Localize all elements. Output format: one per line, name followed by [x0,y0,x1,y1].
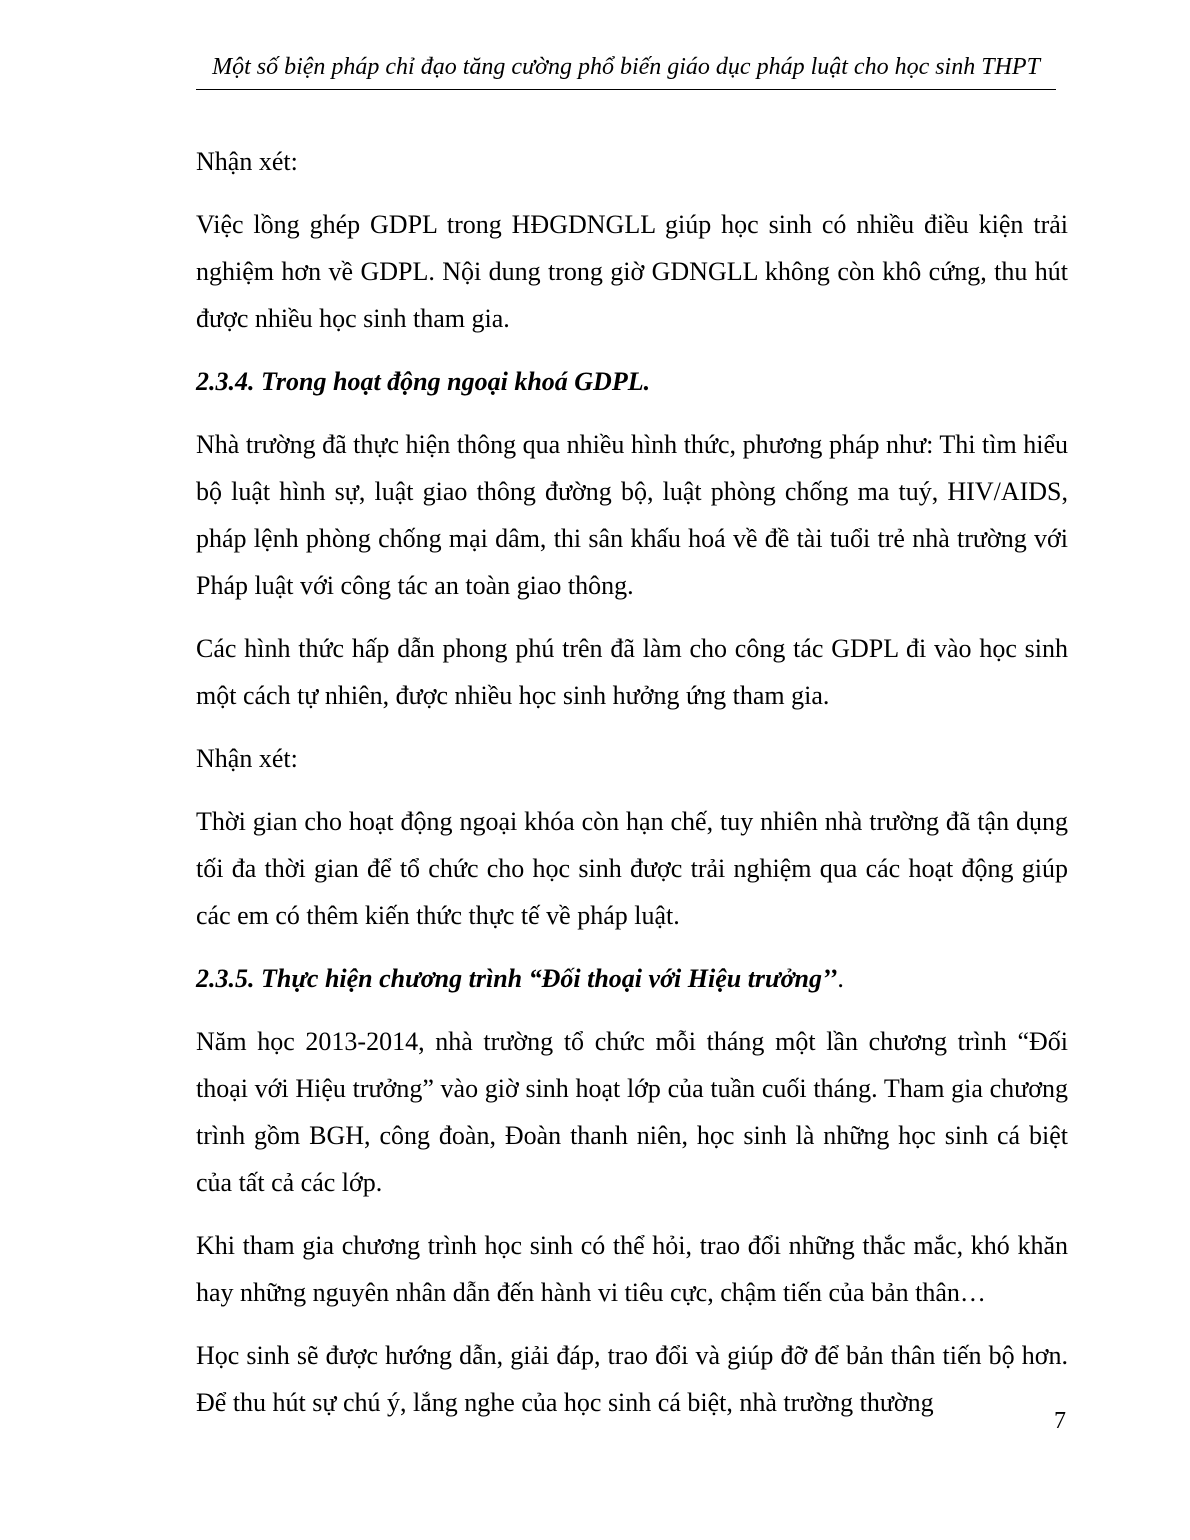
page-body [196,138,1068,1426]
paragraph-remark-1: Nhận xét: [196,147,298,176]
header-divider [196,89,1056,90]
running-header: Một số biện pháp chỉ đạo tăng cường phổ biến giáo dục pháp luật cho học sinh THPT [212,54,1040,80]
paragraph-dialogue-program: Năm học 2013-2014, nhà trường tổ chức mỗi tháng một lần chương trình “Đối thoại với Hiệu trưởng” vào giờ sinh hoạt lớp của tuần cuối tháng. Tham gia chương trình gồm BGH, công đoàn, Đoàn thanh niên, học sinh là những học sinh cá biệt của tất cả các lớp. [196,1027,1068,1197]
page-number: 7 [1054,1408,1066,1434]
section-heading-2-3-5-period: . [837,964,844,993]
section-heading-2-3-4: 2.3.4. Trong hoạt động ngoại khoá GDPL. [196,367,651,396]
paragraph-attractive-forms: Các hình thức hấp dẫn phong phú trên đã làm cho công tác GDPL đi vào học sinh một cách tự nhiên, được nhiều học sinh hưởng ứng tham gia. [196,634,1068,710]
paragraph-time-limits: Thời gian cho hoạt động ngoại khóa còn hạn chế, tuy nhiên nhà trường đã tận dụng tối đa thời gian để tổ chức cho học sinh được trải nghiệm qua các hoạt động giúp các em có thêm kiến thức thực tế về pháp luật. [196,807,1068,930]
paragraph-remark-2: Nhận xét: [196,744,298,773]
section-heading-2-3-5-text: 2.3.5. Thực hiện chương trình “Đối thoại với Hiệu trưởng’’ [196,964,838,993]
paragraph-student-questions: Khi tham gia chương trình học sinh có thể hỏi, trao đổi những thắc mắc, khó khăn hay những nguyên nhân dẫn đến hành vi tiêu cực, chậm tiến của bản thân… [196,1231,1068,1307]
section-heading-2-3-5 [196,955,1068,1002]
paragraph-guidance: Học sinh sẽ được hướng dẫn, giải đáp, trao đổi và giúp đỡ để bản thân tiến bộ hơn. Để thu hút sự chú ý, lắng nghe của học sinh cá biệt, nhà trường thường [196,1341,1068,1417]
paragraph-integration: Việc lồng ghép GDPL trong HĐGDNGLL giúp học sinh có nhiều điều kiện trải nghiệm hơn về GDPL. Nội dung trong giờ GDNGLL không còn khô cứng, thu hút được nhiều học sinh tham gia. [196,210,1068,333]
paragraph-forms-methods: Nhà trường đã thực hiện thông qua nhiều hình thức, phương pháp như: Thi tìm hiểu bộ luật hình sự, luật giao thông đường bộ, luật phòng chống ma tuý, HIV/AIDS, pháp lệnh phòng chống mại dâm, thi sân khấu hoá về đề tài tuổi trẻ nhà trường với Pháp luật với công tác an toàn giao thông. [196,430,1068,600]
